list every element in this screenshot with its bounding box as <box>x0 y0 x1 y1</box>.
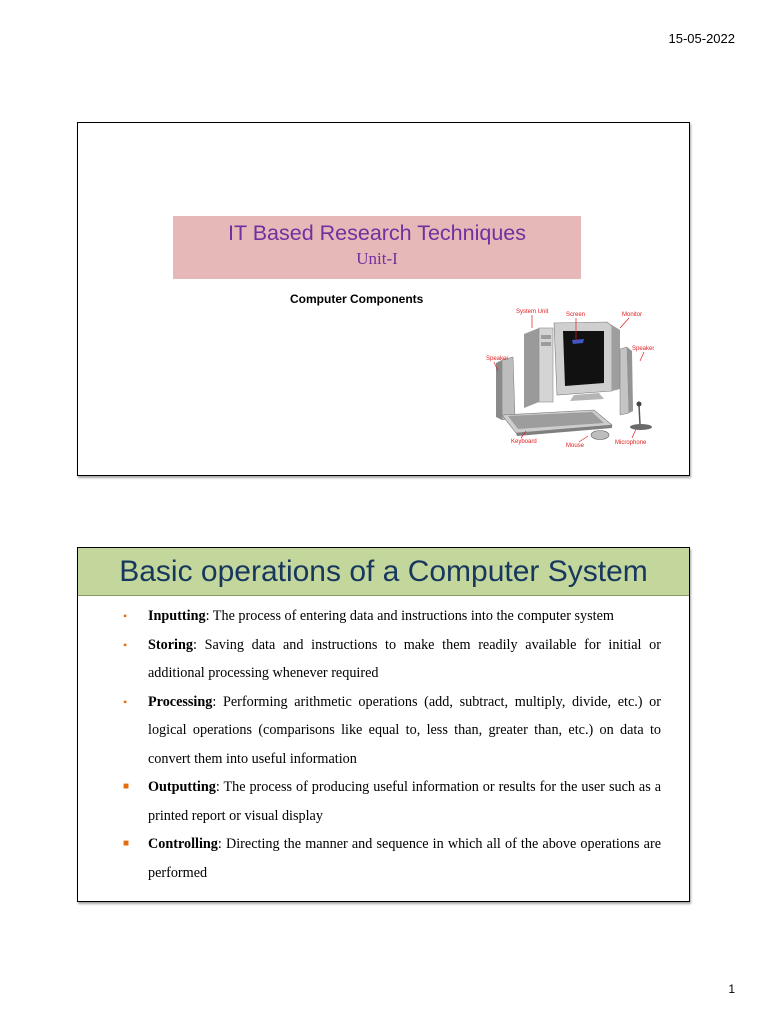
label-microphone: Microphone <box>615 440 647 446</box>
list-item <box>123 688 661 774</box>
components-label: Computer Components <box>290 292 424 306</box>
speaker-left-icon <box>496 357 515 420</box>
bullet-text: : Saving data and instructions to make them readily available for initial or additional processing whenever required <box>148 636 661 681</box>
mouse-icon <box>591 431 609 440</box>
system-unit-icon <box>524 328 553 408</box>
label-speaker-right: Speaker <box>632 346 654 352</box>
bullet-dot-icon: • <box>123 694 128 709</box>
bullet-term: Controlling <box>148 836 218 852</box>
list-item <box>123 631 661 688</box>
bullet-text: : Performing arithmetic operations (add, subtract, multiply, divide, etc.) or logical operations (comparisons like equal to, less than, greater than, etc.) on data to convert them into useful information <box>148 693 661 767</box>
title-box <box>173 216 581 279</box>
label-monitor: Monitor <box>622 312 643 318</box>
operations-list <box>123 602 661 887</box>
bullet-term: Inputting <box>148 608 206 624</box>
page-date: 15-05-2022 <box>668 31 735 46</box>
label-screen: Screen <box>566 312 586 318</box>
bullet-text: : The process of entering data and instructions into the computer system <box>205 608 614 624</box>
slide-title: IT Based Research Techniques <box>228 221 526 245</box>
bullet-text: : Directing the manner and sequence in which all of the above operations are performed <box>148 836 661 881</box>
bullet-text: : The process of producing useful information or results for the user such as a printed report or visual display <box>148 779 661 824</box>
label-speaker-left: Speaker <box>486 356 509 362</box>
bullet-dot-icon: • <box>123 637 128 652</box>
title-slide <box>77 122 690 476</box>
bullet-term: Processing <box>148 693 213 710</box>
bullet-term: Outputting <box>148 779 216 795</box>
slide-subtitle: Unit-I <box>356 249 398 268</box>
slide-header <box>78 548 689 596</box>
bullet-square-icon: ■ <box>123 838 130 849</box>
page-number: 1 <box>728 982 735 996</box>
bullet-dot-icon: • <box>123 609 128 623</box>
list-item <box>123 602 661 631</box>
monitor-icon <box>554 322 620 401</box>
speaker-right-icon <box>620 347 633 415</box>
list-item <box>123 773 661 830</box>
label-keyboard: Keyboard <box>511 439 537 445</box>
bullet-term: Storing <box>148 636 193 653</box>
microphone-icon <box>630 402 652 431</box>
computer-components-image <box>484 307 654 452</box>
operations-slide <box>77 547 690 902</box>
slide-title: Basic operations of a Computer System <box>119 555 648 588</box>
list-item <box>123 830 661 887</box>
bullet-square-icon: ■ <box>123 781 130 792</box>
label-mouse: Mouse <box>566 443 585 449</box>
label-system-unit: System Unit <box>516 309 549 315</box>
